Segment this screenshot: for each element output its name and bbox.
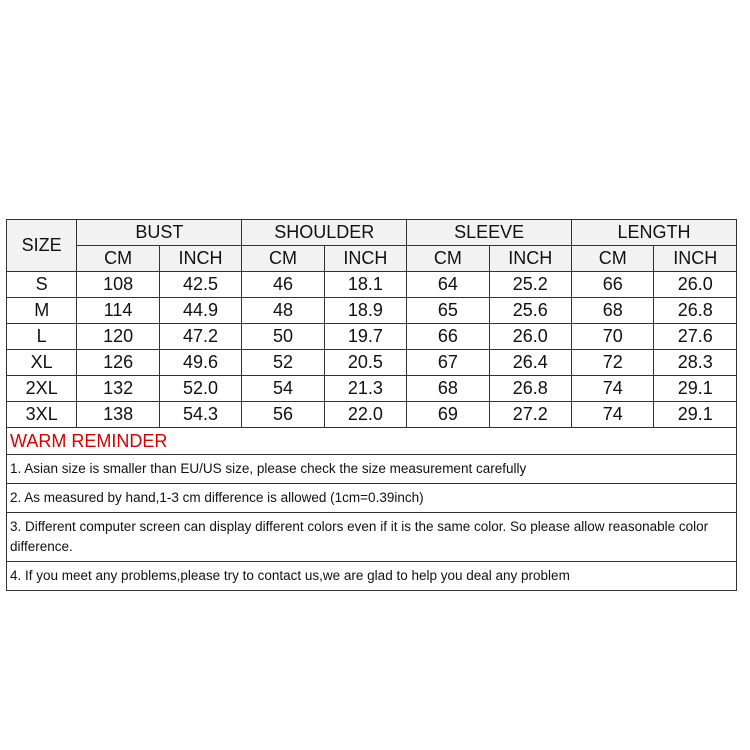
value-cell: 26.4 xyxy=(489,350,571,376)
value-cell: 68 xyxy=(407,376,489,402)
value-cell: 56 xyxy=(242,402,324,428)
reminder-note: 4. If you meet any problems,please try to contact us,we are glad to help you deal any problem xyxy=(7,561,736,590)
value-cell: 54.3 xyxy=(159,402,241,428)
size-cell: M xyxy=(7,298,77,324)
shoulder-header: SHOULDER xyxy=(242,220,407,246)
value-cell: 28.3 xyxy=(654,350,737,376)
reminder-note: 3. Different computer screen can display different colors even if it is the same color. So please allow reasonable color difference. xyxy=(7,512,736,561)
value-cell: 25.6 xyxy=(489,298,571,324)
value-cell: 47.2 xyxy=(159,324,241,350)
value-cell: 29.1 xyxy=(654,376,737,402)
value-cell: 67 xyxy=(407,350,489,376)
warm-reminder xyxy=(6,428,737,591)
unit-header-inch: INCH xyxy=(159,246,241,272)
value-cell: 66 xyxy=(407,324,489,350)
value-cell: 138 xyxy=(77,402,159,428)
size-cell: S xyxy=(7,272,77,298)
value-cell: 132 xyxy=(77,376,159,402)
value-cell: 18.1 xyxy=(324,272,406,298)
value-cell: 65 xyxy=(407,298,489,324)
value-cell: 29.1 xyxy=(654,402,737,428)
value-cell: 68 xyxy=(572,298,654,324)
value-cell: 19.7 xyxy=(324,324,406,350)
value-cell: 52 xyxy=(242,350,324,376)
size-chart xyxy=(6,219,737,591)
table-row xyxy=(7,272,737,298)
value-cell: 49.6 xyxy=(159,350,241,376)
reminder-note: 1. Asian size is smaller than EU/US size, please check the size measurement carefully xyxy=(7,454,736,483)
size-cell: 3XL xyxy=(7,402,77,428)
reminder-title: WARM REMINDER xyxy=(10,431,168,451)
value-cell: 114 xyxy=(77,298,159,324)
value-cell: 64 xyxy=(407,272,489,298)
table-row xyxy=(7,376,737,402)
value-cell: 26.0 xyxy=(654,272,737,298)
unit-header-cm: CM xyxy=(572,246,654,272)
value-cell: 120 xyxy=(77,324,159,350)
size-cell: 2XL xyxy=(7,376,77,402)
unit-header-inch: INCH xyxy=(324,246,406,272)
header-row-groups xyxy=(7,220,737,246)
bust-header: BUST xyxy=(77,220,242,246)
value-cell: 74 xyxy=(572,376,654,402)
value-cell: 20.5 xyxy=(324,350,406,376)
value-cell: 27.2 xyxy=(489,402,571,428)
value-cell: 26.8 xyxy=(489,376,571,402)
sleeve-header: SLEEVE xyxy=(407,220,572,246)
value-cell: 126 xyxy=(77,350,159,376)
value-cell: 27.6 xyxy=(654,324,737,350)
unit-header-cm: CM xyxy=(242,246,324,272)
size-table xyxy=(6,219,737,428)
value-cell: 42.5 xyxy=(159,272,241,298)
size-header: SIZE xyxy=(7,220,77,272)
unit-header-inch: INCH xyxy=(654,246,737,272)
value-cell: 50 xyxy=(242,324,324,350)
table-row xyxy=(7,298,737,324)
value-cell: 22.0 xyxy=(324,402,406,428)
value-cell: 48 xyxy=(242,298,324,324)
unit-header-cm: CM xyxy=(77,246,159,272)
size-cell: L xyxy=(7,324,77,350)
length-header: LENGTH xyxy=(572,220,737,246)
table-row xyxy=(7,402,737,428)
value-cell: 66 xyxy=(572,272,654,298)
value-cell: 52.0 xyxy=(159,376,241,402)
value-cell: 18.9 xyxy=(324,298,406,324)
value-cell: 108 xyxy=(77,272,159,298)
value-cell: 74 xyxy=(572,402,654,428)
value-cell: 54 xyxy=(242,376,324,402)
table-row xyxy=(7,324,737,350)
value-cell: 44.9 xyxy=(159,298,241,324)
value-cell: 26.0 xyxy=(489,324,571,350)
value-cell: 25.2 xyxy=(489,272,571,298)
reminder-note: 2. As measured by hand,1-3 cm difference is allowed (1cm=0.39inch) xyxy=(7,483,736,512)
value-cell: 21.3 xyxy=(324,376,406,402)
value-cell: 26.8 xyxy=(654,298,737,324)
header-row-units xyxy=(7,246,737,272)
value-cell: 70 xyxy=(572,324,654,350)
value-cell: 72 xyxy=(572,350,654,376)
unit-header-cm: CM xyxy=(407,246,489,272)
size-cell: XL xyxy=(7,350,77,376)
value-cell: 69 xyxy=(407,402,489,428)
table-row xyxy=(7,350,737,376)
unit-header-inch: INCH xyxy=(489,246,571,272)
value-cell: 46 xyxy=(242,272,324,298)
